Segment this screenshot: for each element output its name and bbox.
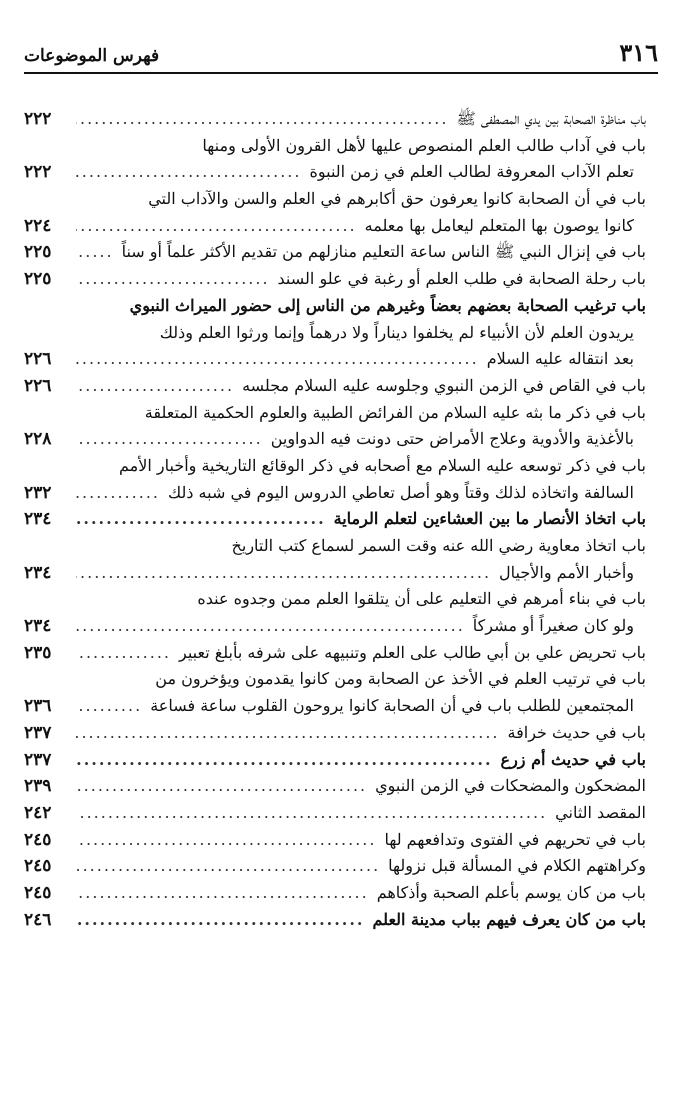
- page-header: [24, 38, 658, 74]
- toc-entry-page: ٢٤٥: [24, 856, 52, 877]
- dot-leader: [76, 480, 160, 507]
- toc-entry-title: باب في ذكر ما بثه عليه السلام من الفرائض الطبية والعلوم الحكمية المتعلقة: [144, 402, 646, 422]
- dot-leader: [76, 266, 270, 293]
- toc-entry-title: باب مناظرة الصحابة بين يدي المصطفى ﷺ: [456, 109, 646, 128]
- table-of-contents: [24, 106, 646, 933]
- toc-entry-title: بالأغذية والأدوية وعلاج الأمراض حتى دونت فيه الدواوين: [270, 429, 634, 449]
- toc-entry-title: باب ترغيب الصحابة بعضهم بعضاً وغيرهم من الناس إلى حضور الميراث النبوي: [129, 295, 646, 315]
- toc-entry: [24, 560, 646, 587]
- toc-entry-page: ٢٢٤: [24, 215, 52, 236]
- toc-entry-title: وكراهتهم الكلام في المسألة قبل نزولها: [388, 856, 646, 876]
- toc-entry-page: ٢٤٦: [24, 909, 52, 930]
- toc-entry-title: باب في حديث أم زرع: [500, 749, 646, 769]
- toc-entry-title: يريدون العلم لأن الأنبياء لم يخلفوا ديناراً ولا درهماً وإنما ورثوا العلم وذلك: [159, 322, 634, 342]
- toc-entry-title: السالفة واتخاذه لذلك وقتاً وهو أصل تعاطي الدروس اليوم في شبه ذلك: [167, 482, 634, 502]
- toc-entry: [24, 586, 646, 613]
- toc-entry: [24, 853, 646, 880]
- toc-entry: [24, 480, 646, 507]
- toc-entry-page: ٢٤٥: [24, 882, 52, 903]
- toc-entry: [24, 346, 646, 373]
- toc-entry: [24, 773, 646, 800]
- dot-leader: [76, 106, 448, 133]
- dot-leader: [76, 827, 376, 854]
- toc-entry-page: ٢٣٢: [24, 482, 52, 503]
- toc-entry-page: ٢٤٢: [24, 802, 52, 823]
- toc-entry: [24, 880, 646, 907]
- toc-entry: [24, 907, 646, 934]
- toc-entry-title: باب في القاص في الزمن النبوي وجلوسه عليه السلام مجلسه: [242, 375, 646, 395]
- toc-entry-page: ٢٢٢: [24, 109, 52, 129]
- toc-entry: [24, 747, 646, 774]
- toc-entry: [24, 426, 646, 453]
- dot-leader: [76, 373, 234, 400]
- toc-entry-title: باب في ترتيب العلم في الأخذ عن الصحابة ومن كانوا يقدمون ويؤخرون من: [155, 669, 646, 689]
- toc-entry-page: ٢٢٥: [24, 269, 52, 290]
- dot-leader: [76, 853, 380, 880]
- toc-entry-title: باب في أن الصحابة كانوا يعرفون حق أكابرهم في العلم والسن والآداب التي: [148, 189, 646, 209]
- dot-leader: [76, 213, 357, 240]
- toc-entry-page: ٢٣٧: [24, 722, 52, 743]
- toc-entry-page: ٢٣٤: [24, 616, 52, 637]
- toc-entry: [24, 159, 646, 186]
- dot-leader: [76, 613, 465, 640]
- toc-entry: [24, 133, 646, 160]
- toc-entry: [24, 213, 646, 240]
- toc-entry-title: كانوا يوصون بها المتعلم ليعامل بها معلمه: [364, 215, 634, 235]
- toc-entry-title: وأخبار الأمم والأجيال: [499, 562, 634, 582]
- dot-leader: [76, 426, 263, 453]
- toc-entry: [24, 640, 646, 667]
- toc-entry-title: باب من كان يوسم بأعلم الصحبة وأذكاهم: [376, 882, 646, 902]
- toc-entry: [24, 186, 646, 213]
- toc-entry-title: باب في آداب طالب العلم المنصوص عليها لأهل القرون الأولى ومنها: [202, 135, 646, 155]
- toc-entry: [24, 693, 646, 720]
- dot-leader: [76, 747, 493, 774]
- toc-entry: [24, 266, 646, 293]
- dot-leader: [76, 880, 369, 907]
- toc-entry: [24, 293, 646, 320]
- toc-entry-title: المقصد الثاني: [555, 802, 646, 822]
- toc-entry-page: ٢٢٢: [24, 162, 52, 183]
- toc-entry-title: تعلم الآداب المعروفة لطالب العلم في زمن النبوة: [309, 162, 634, 182]
- toc-entry-title: باب في إنزال النبي ﷺ الناس ساعة التعليم منازلهم من تقديم الأكثر علماً أو سناً: [121, 242, 646, 262]
- toc-entry: [24, 239, 646, 266]
- toc-entry-title: المضحكون والمضحكات في الزمن النبوي: [375, 776, 646, 796]
- toc-entry-title: باب اتخاذ الأنصار ما بين العشاءين لتعلم الرماية: [333, 509, 646, 529]
- toc-entry-title: باب في بناء أمرهم في التعليم على أن يتلقوا العلم ممن وجدوه عنده: [197, 589, 646, 609]
- toc-entry: [24, 320, 646, 347]
- toc-entry-title: ولو كان صغيراً أو مشركاً: [472, 616, 634, 636]
- dot-leader: [76, 800, 547, 827]
- toc-entry-page: ٢٢٦: [24, 349, 52, 370]
- toc-entry-page: ٢٣٩: [24, 776, 52, 797]
- toc-entry-title: المجتمعين للطلب باب في أن الصحابة كانوا يروحون القلوب ساعة فساعة: [150, 696, 634, 716]
- toc-entry-title: باب في ذكر توسعه عليه السلام مع أصحابه في ذكر الوقائع التاريخية وأخبار الأمم: [119, 455, 646, 475]
- toc-entry: [24, 453, 646, 480]
- toc-entry-page: ٢٣٧: [24, 749, 52, 770]
- toc-entry-page: ٢٣٤: [24, 562, 52, 583]
- dot-leader: [76, 640, 171, 667]
- toc-entry-page: ٢٣٥: [24, 642, 52, 663]
- dot-leader: [76, 907, 365, 934]
- toc-entry-page: ٢٢٦: [24, 375, 52, 396]
- dot-leader: [76, 346, 479, 373]
- toc-entry-title: باب اتخاذ معاوية رضي الله عنه وقت السمر لسماع كتب التاريخ: [231, 536, 646, 555]
- toc-entry-title: بعد انتقاله عليه السلام: [486, 349, 634, 369]
- toc-entry-title: باب رحلة الصحابة في طلب العلم أو رغبة في علو السند: [277, 269, 646, 289]
- toc-entry: [24, 533, 646, 560]
- toc-entry-page: ٢٤٥: [24, 829, 52, 850]
- toc-entry-page: ٢٣٤: [24, 509, 52, 530]
- toc-entry: [24, 373, 646, 400]
- toc-entry-page: ٢٢٨: [24, 429, 52, 450]
- dot-leader: [76, 506, 326, 533]
- toc-entry: [24, 613, 646, 640]
- toc-entry: [24, 720, 646, 747]
- toc-entry-title: باب من كان يعرف فيهم بباب مدينة العلم: [372, 909, 646, 929]
- toc-entry: [24, 827, 646, 854]
- toc-entry: [24, 400, 646, 427]
- toc-entry: [24, 800, 646, 827]
- dot-leader: [76, 239, 114, 266]
- toc-entry-page: ٢٣٦: [24, 696, 52, 717]
- running-title: فهرس الموضوعات: [24, 46, 160, 66]
- dot-leader: [76, 693, 142, 720]
- toc-entry-title: باب تحريض علي بن أبي طالب على العلم وتنبيهه على شرفه بأبلغ تعبير: [179, 642, 646, 662]
- toc-entry-page: ٢٢٥: [24, 242, 52, 263]
- toc-entry: [24, 506, 646, 533]
- dot-leader: [76, 773, 367, 800]
- page-number: ٣١٦: [619, 38, 658, 67]
- dot-leader: [76, 560, 491, 587]
- toc-entry-title: باب في تحريهم في الفتوى وتدافعهم لها: [384, 829, 646, 849]
- dot-leader: [76, 159, 301, 186]
- toc-entry: [24, 666, 646, 693]
- dot-leader: [76, 720, 500, 747]
- toc-entry: [24, 106, 646, 133]
- toc-entry-title: باب في حديث خرافة: [507, 722, 646, 742]
